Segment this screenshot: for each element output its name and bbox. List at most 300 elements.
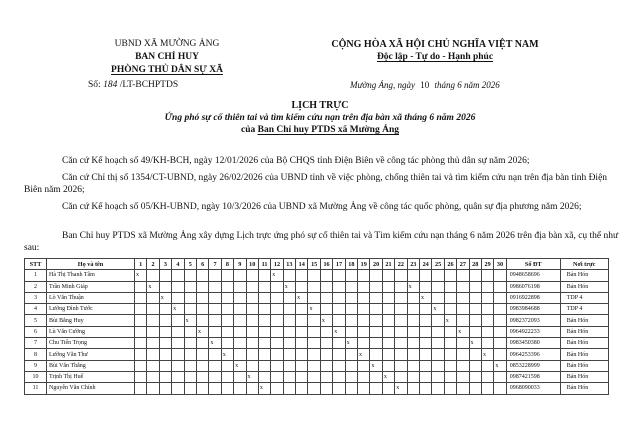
day-cell — [209, 281, 221, 292]
day-cell — [320, 349, 332, 360]
row-name: Nguyễn Văn Chính — [47, 383, 135, 394]
day-cell — [308, 371, 320, 382]
day-cell — [320, 304, 332, 315]
row-location: Bản Hón — [560, 349, 608, 360]
header-day-19: 19 — [358, 259, 370, 270]
day-cell — [382, 315, 394, 326]
day-cell — [172, 371, 184, 382]
day-cell — [184, 304, 196, 315]
header-day-24: 24 — [419, 259, 431, 270]
day-cell — [481, 326, 493, 337]
duty-mark: x — [358, 349, 370, 360]
row-stt: 1 — [25, 270, 47, 281]
row-phone: 0948658696 — [506, 270, 560, 281]
header-name: Họ và tên — [47, 259, 135, 270]
day-cell — [407, 349, 419, 360]
header-day-21: 21 — [382, 259, 394, 270]
day-cell — [296, 371, 308, 382]
day-cell — [172, 281, 184, 292]
day-cell — [444, 281, 456, 292]
day-cell — [481, 371, 493, 382]
day-cell — [494, 349, 506, 360]
day-cell — [469, 281, 481, 292]
day-cell — [283, 371, 295, 382]
day-cell — [196, 270, 208, 281]
day-cell — [370, 292, 382, 303]
title-line-1: LỊCH TRỰC — [291, 100, 349, 111]
day-cell — [407, 315, 419, 326]
day-cell — [345, 383, 357, 394]
day-cell — [358, 360, 370, 371]
day-cell — [147, 326, 159, 337]
day-cell — [135, 349, 147, 360]
day-cell — [320, 371, 332, 382]
duty-mark: x — [296, 292, 308, 303]
day-cell — [345, 315, 357, 326]
day-cell — [271, 292, 283, 303]
day-cell — [407, 338, 419, 349]
day-cell — [258, 304, 270, 315]
day-cell — [271, 315, 283, 326]
day-cell — [395, 371, 407, 382]
row-stt: 8 — [25, 349, 47, 360]
org-name: UBND XÃ MƯỜNG ẢNG — [114, 39, 220, 49]
day-cell — [494, 326, 506, 337]
duty-mark: x — [457, 326, 469, 337]
day-cell — [147, 360, 159, 371]
day-cell — [358, 281, 370, 292]
day-cell — [209, 315, 221, 326]
row-stt: 10 — [25, 371, 47, 382]
day-cell — [419, 349, 431, 360]
day-cell — [444, 338, 456, 349]
day-cell — [432, 349, 444, 360]
date-prefix: Mường Ảng, ngày — [350, 80, 415, 90]
day-cell — [432, 315, 444, 326]
intro-paragraph: Ban Chỉ huy PTDS xã Mường Ảng xây dựng Lịch trực ứng phó sự cố thiên tai và Tìm kiếm cứu nạn tháng 6 năm 2026 trên địa bàn xã, cụ thể như sau: — [24, 231, 619, 253]
day-cell — [345, 326, 357, 337]
duty-mark: x — [159, 292, 171, 303]
header-day-5: 5 — [184, 259, 196, 270]
row-phone: 0968090033 — [506, 383, 560, 394]
day-cell — [444, 292, 456, 303]
day-cell — [370, 383, 382, 394]
docno-num: 184 — [103, 80, 118, 90]
row-phone: 0987421598 — [506, 371, 560, 382]
day-cell — [159, 338, 171, 349]
day-cell — [407, 292, 419, 303]
day-cell — [444, 349, 456, 360]
day-cell — [196, 349, 208, 360]
day-cell — [444, 304, 456, 315]
issuing-org-block — [82, 38, 252, 77]
day-cell — [296, 383, 308, 394]
basis-paragraph-1: Căn cứ Kế hoạch số 49/KH-BCH, ngày 12/01/2026 của Bộ CHQS tỉnh Điện Biên về công tác phòng thủ dân sự năm 2026; — [62, 156, 530, 166]
day-cell — [234, 349, 246, 360]
docno-prefix: Số: — [88, 80, 101, 90]
day-cell — [196, 304, 208, 315]
day-cell — [469, 304, 481, 315]
day-cell — [395, 281, 407, 292]
day-cell — [196, 338, 208, 349]
day-cell — [147, 383, 159, 394]
day-cell — [320, 338, 332, 349]
day-cell — [358, 270, 370, 281]
day-cell — [209, 270, 221, 281]
duty-mark: x — [382, 371, 394, 382]
duty-mark: x — [234, 360, 246, 371]
day-cell — [457, 304, 469, 315]
header-day-8: 8 — [221, 259, 233, 270]
day-cell — [382, 281, 394, 292]
day-cell — [159, 349, 171, 360]
day-cell — [481, 383, 493, 394]
duty-mark: x — [221, 349, 233, 360]
day-cell — [494, 270, 506, 281]
duty-mark: x — [469, 338, 481, 349]
day-cell — [271, 304, 283, 315]
dept-name: PHÒNG THỦ DÂN SỰ XÃ — [111, 65, 223, 75]
day-cell — [296, 360, 308, 371]
day-cell — [345, 349, 357, 360]
header-day-6: 6 — [196, 259, 208, 270]
day-cell — [469, 315, 481, 326]
day-cell — [333, 315, 345, 326]
day-cell — [407, 326, 419, 337]
day-cell — [382, 383, 394, 394]
basis-paragraph-3: Căn cứ Kế hoạch số 05/KH-UBND, ngày 10/3/2026 của UBND xã Mường Ảng về công tác quốc phòng, quân sự địa phương năm 2026; — [62, 202, 582, 212]
day-cell — [135, 383, 147, 394]
day-cell — [196, 371, 208, 382]
day-cell — [221, 338, 233, 349]
header-day-22: 22 — [395, 259, 407, 270]
day-cell — [221, 326, 233, 337]
day-cell — [370, 270, 382, 281]
day-cell — [358, 292, 370, 303]
day-cell — [147, 371, 159, 382]
header-day-11: 11 — [258, 259, 270, 270]
title-line-3-prefix: của — [241, 125, 256, 135]
table-row — [25, 304, 609, 315]
row-location: Bản Hón — [560, 371, 608, 382]
day-cell — [221, 360, 233, 371]
day-cell — [246, 292, 258, 303]
day-cell — [358, 338, 370, 349]
day-cell — [481, 292, 493, 303]
day-cell — [333, 360, 345, 371]
day-cell — [333, 270, 345, 281]
duty-mark: x — [184, 315, 196, 326]
day-cell — [457, 270, 469, 281]
day-cell — [172, 349, 184, 360]
day-cell — [196, 292, 208, 303]
day-cell — [469, 270, 481, 281]
duty-mark: x — [135, 270, 147, 281]
nation-title: CỘNG HÒA XÃ HỘI CHỦ NGHĨA VIỆT NAM — [331, 39, 539, 50]
day-cell — [271, 338, 283, 349]
duty-schedule-table — [24, 258, 609, 395]
day-cell — [172, 383, 184, 394]
day-cell — [444, 270, 456, 281]
duty-mark: x — [320, 315, 332, 326]
day-cell — [221, 270, 233, 281]
title-line-3-unit: Ban Chỉ huy PTDS xã Mường Ảng — [257, 125, 399, 135]
day-cell — [135, 326, 147, 337]
day-cell — [184, 326, 196, 337]
day-cell — [407, 383, 419, 394]
duty-mark: x — [308, 304, 320, 315]
day-cell — [444, 326, 456, 337]
day-cell — [209, 349, 221, 360]
row-phone: 0964253396 — [506, 349, 560, 360]
day-cell — [457, 360, 469, 371]
duty-mark: x — [345, 338, 357, 349]
day-cell — [333, 281, 345, 292]
row-phone: 0982372093 — [506, 315, 560, 326]
day-cell — [320, 360, 332, 371]
day-cell — [258, 371, 270, 382]
day-cell — [308, 292, 320, 303]
day-cell — [494, 383, 506, 394]
day-cell — [296, 315, 308, 326]
day-cell — [234, 270, 246, 281]
row-stt: 3 — [25, 292, 47, 303]
day-cell — [469, 383, 481, 394]
day-cell — [135, 281, 147, 292]
day-cell — [184, 349, 196, 360]
day-cell — [494, 292, 506, 303]
day-cell — [184, 270, 196, 281]
header-day-3: 3 — [159, 259, 171, 270]
day-cell — [271, 383, 283, 394]
day-cell — [419, 360, 431, 371]
row-name: Bùi Bằng Huy — [47, 315, 135, 326]
duty-mark: x — [333, 326, 345, 337]
day-cell — [271, 349, 283, 360]
day-cell — [258, 326, 270, 337]
day-cell — [395, 360, 407, 371]
day-cell — [395, 292, 407, 303]
duty-mark: x — [419, 292, 431, 303]
day-cell — [333, 383, 345, 394]
day-cell — [432, 371, 444, 382]
day-cell — [469, 326, 481, 337]
day-cell — [457, 315, 469, 326]
row-location: Bản Hón — [560, 360, 608, 371]
day-cell — [333, 349, 345, 360]
row-location: TDP 4 — [560, 292, 608, 303]
day-cell — [308, 349, 320, 360]
row-stt: 6 — [25, 326, 47, 337]
day-cell — [283, 270, 295, 281]
day-cell — [209, 360, 221, 371]
day-cell — [135, 360, 147, 371]
row-location: Bản Hón — [560, 338, 608, 349]
duty-mark: x — [283, 281, 295, 292]
day-cell — [457, 383, 469, 394]
day-cell — [308, 383, 320, 394]
header-day-9: 9 — [234, 259, 246, 270]
header-day-2: 2 — [147, 259, 159, 270]
day-cell — [246, 315, 258, 326]
title-line-3 — [120, 124, 520, 136]
day-cell — [407, 304, 419, 315]
day-cell — [419, 281, 431, 292]
day-cell — [382, 270, 394, 281]
duty-mark: x — [172, 304, 184, 315]
day-cell — [494, 304, 506, 315]
day-cell — [172, 326, 184, 337]
duty-mark: x — [444, 315, 456, 326]
header-day-18: 18 — [345, 259, 357, 270]
day-cell — [135, 292, 147, 303]
day-cell — [432, 360, 444, 371]
day-cell — [221, 292, 233, 303]
duty-mark: x — [209, 338, 221, 349]
day-cell — [494, 281, 506, 292]
day-cell — [432, 292, 444, 303]
duty-mark: x — [481, 349, 493, 360]
day-cell — [370, 304, 382, 315]
header-day-4: 4 — [172, 259, 184, 270]
day-cell — [382, 360, 394, 371]
day-cell — [258, 338, 270, 349]
day-cell — [271, 371, 283, 382]
table-row — [25, 326, 609, 337]
title-line-2: Ứng phó sự cố thiên tai và tìm kiếm cứu nạn trên địa bàn xã tháng 6 năm 2026 — [164, 113, 476, 123]
day-cell — [481, 360, 493, 371]
header-day-29: 29 — [481, 259, 493, 270]
day-cell — [184, 292, 196, 303]
row-phone: 0964922233 — [506, 326, 560, 337]
row-name: Bùi Văn Thắng — [47, 360, 135, 371]
day-cell — [135, 315, 147, 326]
header-day-13: 13 — [283, 259, 295, 270]
day-cell — [345, 371, 357, 382]
day-cell — [246, 383, 258, 394]
header-day-27: 27 — [457, 259, 469, 270]
day-cell — [320, 292, 332, 303]
day-cell — [172, 338, 184, 349]
day-cell — [382, 304, 394, 315]
day-cell — [234, 338, 246, 349]
day-cell — [209, 292, 221, 303]
day-cell — [196, 383, 208, 394]
day-cell — [296, 326, 308, 337]
day-cell — [271, 281, 283, 292]
day-cell — [469, 292, 481, 303]
day-cell — [395, 338, 407, 349]
row-phone: 0983450380 — [506, 338, 560, 349]
day-cell — [221, 315, 233, 326]
day-cell — [147, 338, 159, 349]
duty-mark: x — [246, 371, 258, 382]
day-cell — [320, 270, 332, 281]
document-title — [120, 100, 520, 136]
table-row — [25, 349, 609, 360]
header-phone: Số ĐT — [506, 259, 560, 270]
day-cell — [147, 292, 159, 303]
day-cell — [419, 304, 431, 315]
nation-motto: Độc lập - Tự do - Hạnh phúc — [376, 52, 494, 62]
header-day-12: 12 — [271, 259, 283, 270]
day-cell — [234, 281, 246, 292]
day-cell — [358, 383, 370, 394]
day-cell — [258, 270, 270, 281]
duty-mark: x — [407, 281, 419, 292]
table-header-row — [25, 259, 609, 270]
row-name: Lường Văn Thư — [47, 349, 135, 360]
day-cell — [196, 360, 208, 371]
day-cell — [221, 281, 233, 292]
day-cell — [234, 326, 246, 337]
row-phone: 0983984688 — [506, 304, 560, 315]
day-cell — [419, 383, 431, 394]
day-cell — [358, 326, 370, 337]
date-suffix: tháng 6 năm 2026 — [434, 80, 500, 90]
day-cell — [407, 270, 419, 281]
day-cell — [308, 315, 320, 326]
row-stt: 7 — [25, 338, 47, 349]
day-cell — [283, 292, 295, 303]
row-location: Bản Hón — [560, 326, 608, 337]
day-cell — [184, 281, 196, 292]
basis-paragraph-2: Căn cứ Chỉ thị số 1354/CT-UBND, ngày 26/02/2026 của UBND tỉnh về việc phòng, chống thiên tai và tìm kiếm cứu nạn trên địa bàn tỉnh Điện Biên năm 2026; — [24, 173, 608, 195]
day-cell — [358, 315, 370, 326]
header-location: Nơi trực — [560, 259, 608, 270]
day-cell — [283, 383, 295, 394]
issue-date — [350, 80, 500, 90]
day-cell — [370, 326, 382, 337]
day-cell — [382, 326, 394, 337]
row-stt: 4 — [25, 304, 47, 315]
day-cell — [320, 383, 332, 394]
row-phone: 0986076198 — [506, 281, 560, 292]
day-cell — [358, 304, 370, 315]
day-cell — [196, 281, 208, 292]
duty-mark: x — [196, 326, 208, 337]
day-cell — [457, 292, 469, 303]
day-cell — [370, 338, 382, 349]
unit-name: BAN CHỈ HUY — [135, 52, 199, 62]
day-cell — [258, 349, 270, 360]
row-location: Bản Hón — [560, 281, 608, 292]
day-cell — [246, 338, 258, 349]
day-cell — [234, 371, 246, 382]
day-cell — [345, 292, 357, 303]
duty-mark: x — [432, 304, 444, 315]
day-cell — [395, 349, 407, 360]
day-cell — [159, 281, 171, 292]
duty-mark: x — [494, 360, 506, 371]
document-number — [88, 80, 178, 90]
day-cell — [172, 292, 184, 303]
header-day-28: 28 — [469, 259, 481, 270]
row-location: Bản Hón — [560, 315, 608, 326]
day-cell — [481, 281, 493, 292]
day-cell — [147, 315, 159, 326]
day-cell — [147, 304, 159, 315]
day-cell — [395, 270, 407, 281]
day-cell — [221, 304, 233, 315]
day-cell — [246, 360, 258, 371]
day-cell — [370, 315, 382, 326]
day-cell — [172, 360, 184, 371]
day-cell — [221, 371, 233, 382]
row-name: Hà Thị Thanh Tâm — [47, 270, 135, 281]
day-cell — [419, 338, 431, 349]
duty-mark: x — [370, 360, 382, 371]
